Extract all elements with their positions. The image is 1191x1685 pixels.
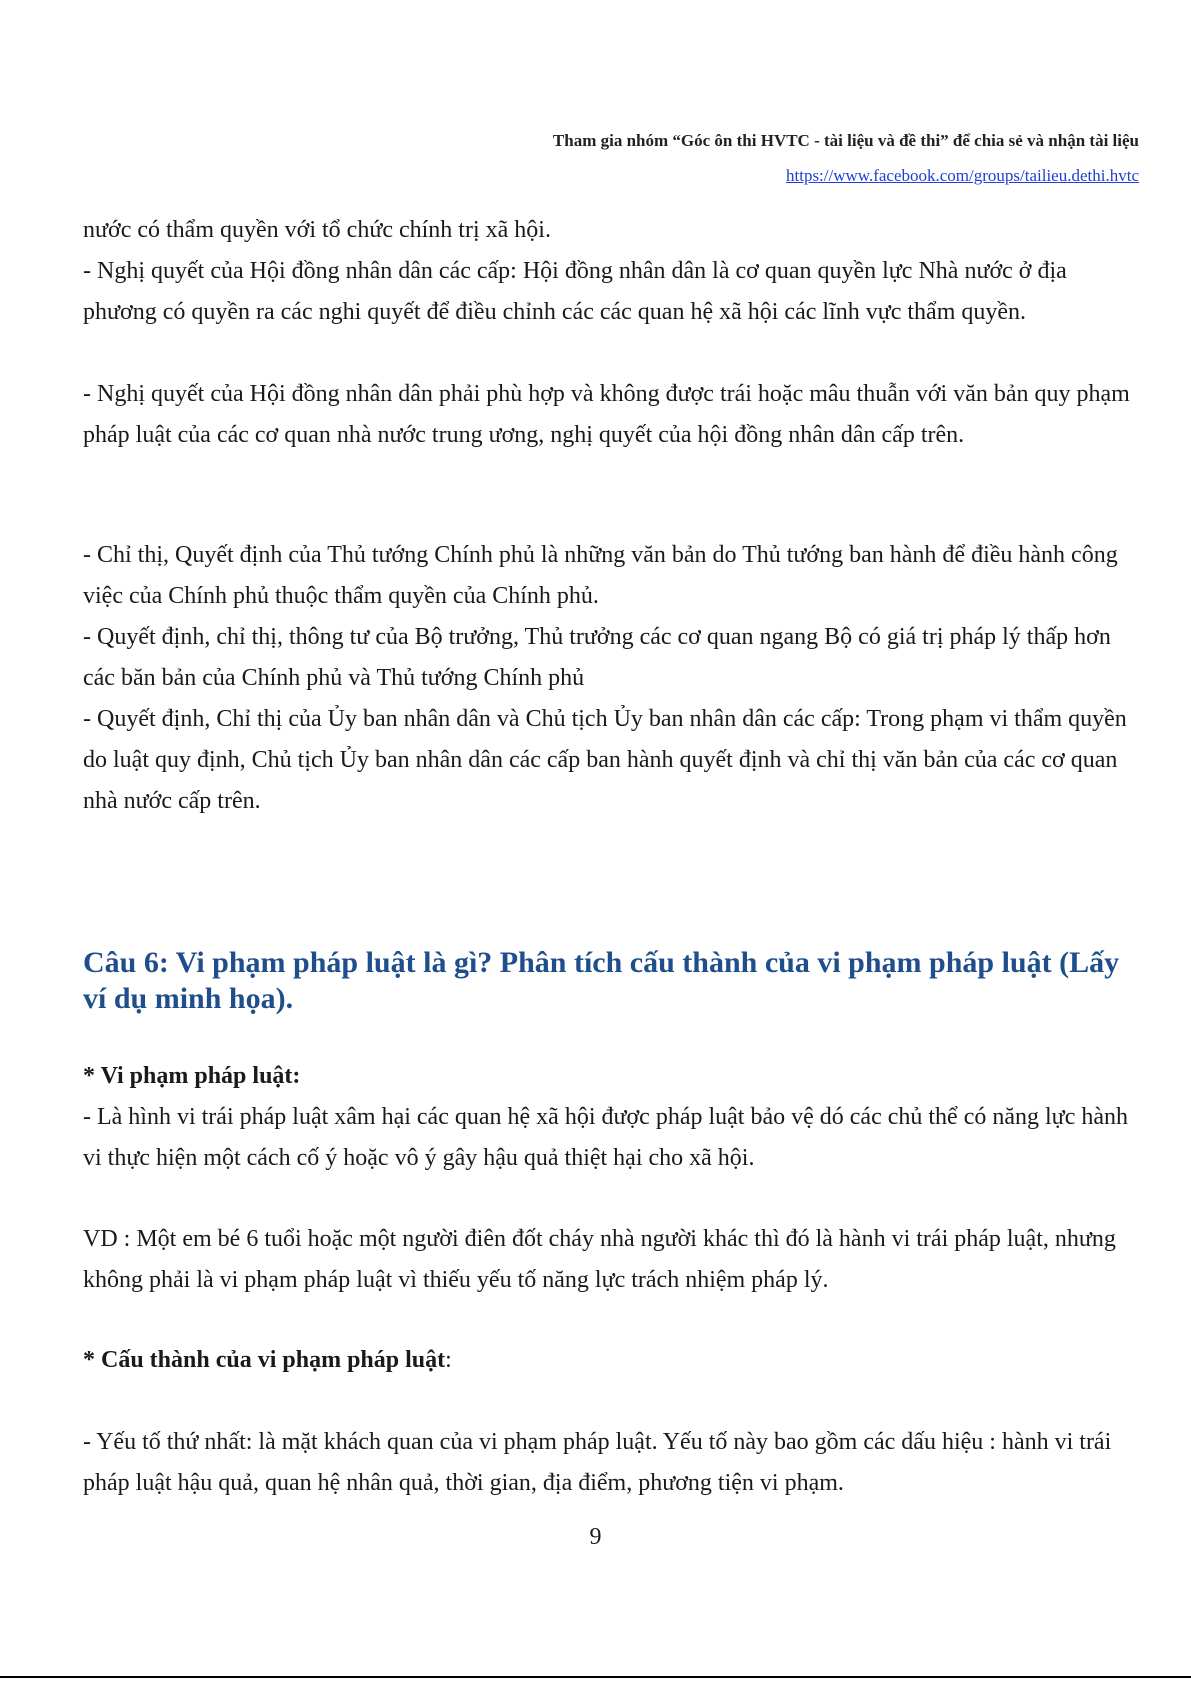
paragraph-example: VD : Một em bé 6 tuổi hoặc một người điên đốt cháy nhà người khác thì đó là hành vi trái pháp luật, nhưng không phải là vi phạm pháp luật vì thiếu yếu tố năng lực trách nhiệm pháp lý. xyxy=(83,1226,1116,1293)
question-heading: Câu 6: Vi phạm pháp luật là gì? Phân tích cấu thành của vi phạm pháp luật (Lấy ví dụ minh họa). xyxy=(83,946,1120,1015)
paragraph-2: - Nghị quyết của Hội đồng nhân dân các cấp: Hội đồng nhân dân là cơ quan quyền lực Nhà nước ở địa phương có quyền ra các nghi quyết để điều chỉnh các các quan hệ xã hội các lĩnh vực thẩm quyền. xyxy=(83,258,1067,325)
paragraph-9: - Yếu tố thứ nhất: là mặt khách quan của vi phạm pháp luật. Yếu tố này bao gồm các dấu hiệu : hành vi trái pháp luật hậu quả, quan hệ nhân quả, thời gian, địa điểm, phương tiện vi phạm. xyxy=(83,1429,1112,1496)
header-group-link[interactable]: https://www.facebook.com/groups/tailieu.dethi.hvtc xyxy=(786,166,1139,185)
subheading-components-colon: : xyxy=(445,1347,452,1373)
paragraph-3: - Nghị quyết của Hội đồng nhân dân phải phù hợp và không được trái hoặc mâu thuẫn với văn bản quy phạm pháp luật của các cơ quan nhà nước trung ương, nghị quyết của hội đồng nhân dân cấp trên. xyxy=(83,381,1130,448)
paragraph-1: nước có thẩm quyền với tổ chức chính trị xã hội. xyxy=(83,217,551,243)
bottom-rule xyxy=(0,1676,1191,1678)
subheading-violation: * Vi phạm pháp luật: xyxy=(83,1063,301,1089)
subheading-components-label: * Cấu thành của vi phạm pháp luật xyxy=(83,1347,446,1373)
paragraph-4: - Chỉ thị, Quyết định của Thủ tướng Chính phủ là những văn bản do Thủ tướng ban hành để điều hành công việc của Chính phủ thuộc thẩm quyền của Chính phủ. xyxy=(83,542,1118,609)
paragraph-7: - Là hình vi trái pháp luật xâm hại các quan hệ xã hội được pháp luật bảo vệ dó các chủ thể có năng lực hành vi thực hiện một cách cố ý hoặc vô ý gây hậu quả thiệt hại cho xã hội. xyxy=(83,1104,1128,1171)
paragraph-6: - Quyết định, Chỉ thị của Ủy ban nhân dân và Chủ tịch Ủy ban nhân dân các cấp: Trong phạm vi thẩm quyền do luật quy định, Chủ tịch Ủy ban nhân dân các cấp ban hành quyết định và chỉ thị văn bản của các cơ quan nhà nước cấp trên. xyxy=(83,706,1127,814)
header-group-line: Tham gia nhóm “Góc ôn thi HVTC - tài liệu và đề thi” để chia sẻ và nhận tài liệu xyxy=(552,131,1139,150)
page-number: 9 xyxy=(589,1524,602,1550)
subheading-components xyxy=(83,1340,1133,1381)
paragraph-5: - Quyết định, chỉ thị, thông tư của Bộ trưởng, Thủ trưởng các cơ quan ngang Bộ có giá trị pháp lý thấp hơn các băn bản của Chính phủ và Thủ tướng Chính phủ xyxy=(83,624,1111,691)
